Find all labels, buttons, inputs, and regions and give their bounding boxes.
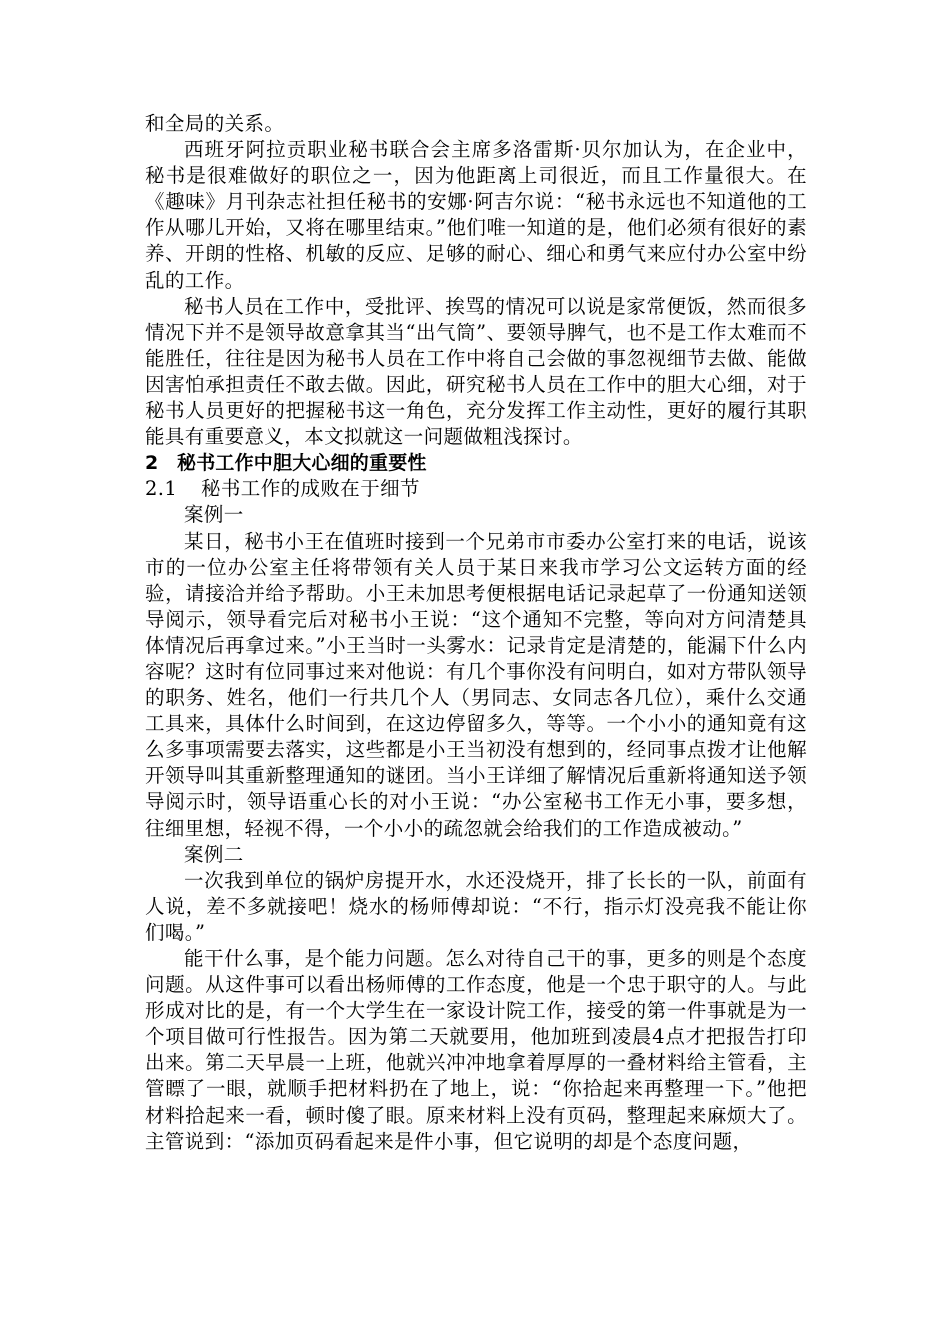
subsection-title: 秘书工作的成败在于细节 xyxy=(201,477,420,501)
paragraph-secretary-criticism: 秘书人员在工作中，受批评、挨骂的情况可以说是家常便饭，然而很多情况下并不是领导故意拿其当“出气筒”、要领导脾气，也不是工作太难而不能胜任，往往是因为秘书人员在工作中将自己会做的事忽视细节去做、能做因害怕承担责任不敢去做。因此，研究秘书人员在工作中的胆大心细，对于秘书人员更好的把握秘书这一角色，充分发挥工作主动性，更好的履行其职能具有重要意义，本文拟就这一问题做粗浅探讨。 xyxy=(145,294,807,449)
subsection-number: 2.1 xyxy=(145,477,178,501)
document-body xyxy=(145,111,807,1155)
paragraph-attitude: 能干什么事，是个能力问题。怎么对待自己干的事，更多的则是个态度问题。从这件事可以看出杨师傅的工作态度，他是一个忠于职守的人。与此形成对比的是，有一个大学生在一家设计院工作，接受的第一件事就是为一个项目做可行性报告。因为第二天就要用，他加班到凌晨4点才把报告打印出来。第二天早晨一上班，他就兴冲冲地拿着厚厚的一叠材料给主管看，主管瞟了一眼，就顺手把材料扔在了地上，说：“你拾起来再整理一下。”他把材料拾起来一看，顿时傻了眼。原来材料上没有页码，整理起来麻烦大了。主管说到：“添加页码看起来是件小事，但它说明的却是个态度问题， xyxy=(145,947,807,1153)
paragraph-belga-quote: 西班牙阿拉贡职业秘书联合会主席多洛雷斯·贝尔加认为，在企业中，秘书是很难做好的职位之一，因为他距离上司很近，而且工作量很大。在《趣味》月刊杂志社担任秘书的安娜·阿吉尔说：“秘书永远也不知道他的工作从哪儿开始，又将在哪里结束。”他们唯一知道的是，他们必须有很好的素养、开朗的性格、机敏的反应、足够的耐心、细心和勇气来应付办公室中纷乱的工作。 xyxy=(145,138,807,292)
case-two-label: 案例二 xyxy=(184,842,244,866)
case-two-text: 一次我到单位的锅炉房提开水，水还没烧开，排了长长的一队，前面有人说，差不多就接吧！烧水的杨师傅却说：“不行，指示灯没亮我不能让你们喝。” xyxy=(145,868,807,944)
case-one-text: 某日，秘书小王在值班时接到一个兄弟市市委办公室打来的电话，说该市的一位办公室主任将带领有关人员于某日来我市学习公文运转方面的经验，请接洽并给予帮助。小王未加思考便根据电话记录起草了一份通知送领导阅示，领导看完后对秘书小王说：“这个通知不完整，等向对方问清楚具体情况后再拿过来。”小王当时一头雾水：记录肯定是清楚的，能漏下什么内容呢？这时有位同事过来对他说：有几个事你没有问明白，如对方带队领导的职务、姓名，他们一行共几个人（男同志、女同志各几位），乘什么交通工具来，具体什么时间到，在这边停留多久，等等。一个小小的通知竟有这么多事项需要去落实，这些都是小王当初没有想到的，经同事点拨才让他解开领导叫其重新整理通知的谜团。当小王详细了解情况后重新将通知送予领导阅示时，领导语重心长的对小王说：“办公室秘书工作无小事，要多想，往细里想，轻视不得，一个小小的疏忽就会给我们的工作造成被动。” xyxy=(145,529,807,840)
section-title: 秘书工作中胆大心细的重要性 xyxy=(177,452,427,475)
case-one-label: 案例一 xyxy=(184,503,244,527)
section-number: 2 xyxy=(145,452,159,475)
paragraph-continuation: 和全局的关系。 xyxy=(145,112,285,135)
section-heading xyxy=(145,450,807,476)
subsection-heading xyxy=(145,476,807,502)
